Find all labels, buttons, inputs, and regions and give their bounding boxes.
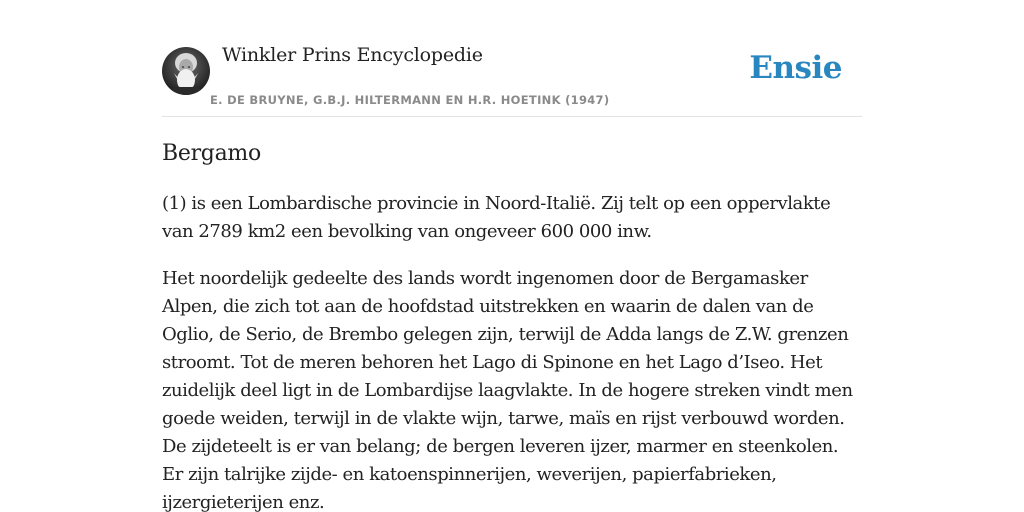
entry-paragraph-1: (1) is een Lombardische provincie in Noord-Italië. Zij telt op een oppervlakte van 2789 km2 een bevolking van ongeveer 600 000 inw. — [162, 193, 831, 242]
entry-title: Bergamo — [162, 141, 261, 166]
brand-logo[interactable]: Ensie — [749, 50, 842, 86]
author-portrait-icon[interactable] — [162, 47, 210, 95]
entry-paragraph-2: Het noordelijk gedeelte des lands wordt ingenomen door de Bergamasker Alpen, die zich tot aan de hoofdstad uitstrekken en waarin de dalen van de Oglio, de Serio, de Brembo gelegen zijn, terwijl de Adda langs de Z.W. grenzen stroomt. Tot de meren behoren het Lago di Spinone en het Lago d’Iseo. Het zuidelijk deel ligt in de Lombardijse laagvlakte. In de hogere streken vindt men goede weiden, terwijl in de vlakte wijn, tarwe, maïs en rijst verbouwd worden. De zijdeteelt is er van belang; de bergen leveren ijzer, marmer en steenkolen. Er zijn talrijke zijde- en katoenspinnerijen, weverijen, papierfabrieken, ijzergieterijen enz. — [162, 268, 853, 512]
header — [162, 0, 862, 117]
publication-authors: E. DE BRUYNE, G.B.J. HILTERMANN EN H.R. HOETINK (1947) — [210, 93, 610, 107]
publication-title[interactable]: Winkler Prins Encyclopedie — [222, 44, 483, 66]
